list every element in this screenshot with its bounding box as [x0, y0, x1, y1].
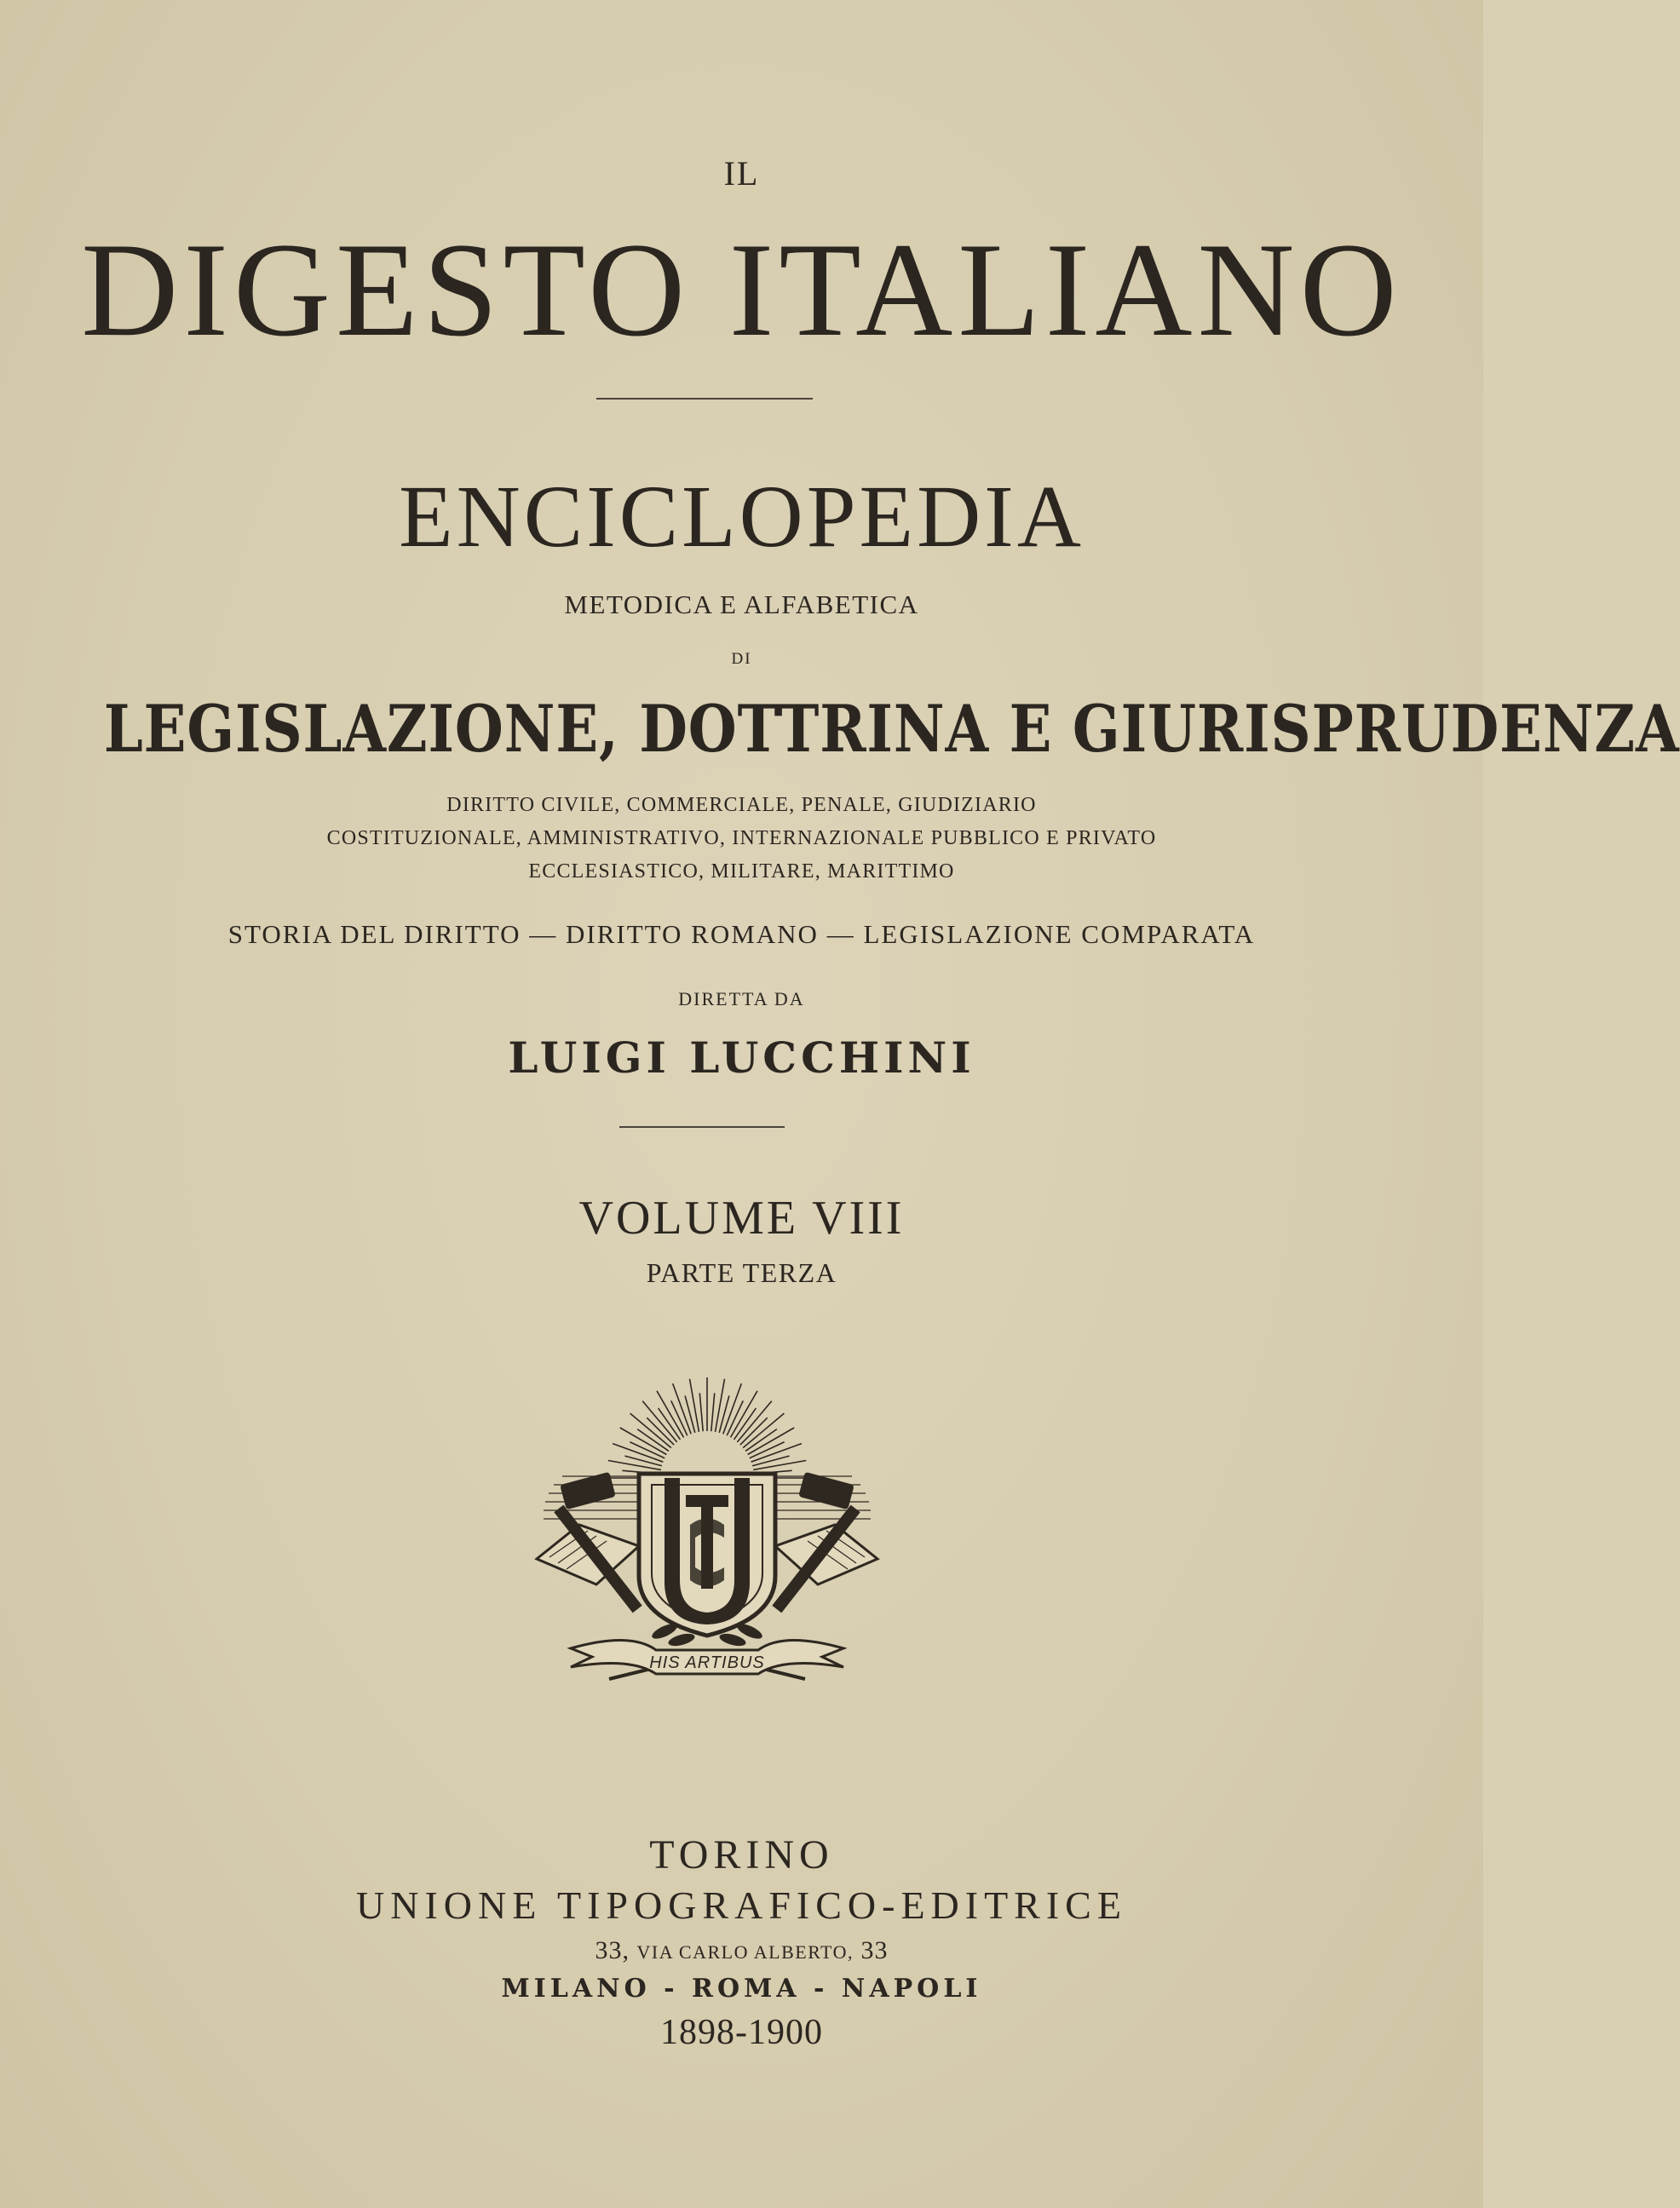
subject-heading: LEGISLAZIONE, DOTTRINA E GIURISPRUDENZA	[103, 691, 1680, 767]
divider-rule	[596, 398, 813, 400]
main-title: DIGESTO ITALIANO	[81, 216, 1402, 365]
address-number: 33,	[595, 1936, 630, 1964]
topics-line: ECCLESIASTICO, MILITARE, MARITTIMO	[528, 860, 955, 883]
volume-part: PARTE TERZA	[646, 1257, 837, 1288]
directed-by-label: DIRETTA DA	[678, 988, 805, 1009]
imprint-publisher: UNIONE TIPOGRAFICO-EDITRICE	[356, 1883, 1127, 1927]
subtitle-line2: METODICA E ALFABETICA	[564, 589, 919, 619]
imprint-city: TORINO	[649, 1832, 834, 1877]
pre-title: IL	[723, 154, 760, 193]
imprint-address	[0, 1936, 1483, 1965]
divider-rule	[619, 1126, 785, 1128]
publisher-emblem-icon	[528, 1376, 886, 1699]
imprint-years: 1898-1900	[660, 2013, 823, 2052]
history-line: STORIA DEL DIRITTO — DIRITTO ROMANO — LEGISLAZIONE COMPARATA	[227, 919, 1256, 949]
topics-line: COSTITUZIONALE, AMMINISTRATIVO, INTERNAZIONALE PUBBLICO E PRIVATO	[326, 827, 1157, 849]
topics-line: DIRITTO CIVILE, COMMERCIALE, PENALE, GIUDIZIARIO	[446, 794, 1037, 816]
subtitle: ENCICLOPEDIA	[399, 468, 1085, 566]
imprint-branches: MILANO - ROMA - NAPOLI	[501, 1974, 982, 2004]
editor-name: LUIGI LUCCHINI	[508, 1032, 975, 1083]
conjunction: DI	[731, 650, 752, 668]
address-street: VIA CARLO ALBERTO,	[636, 1941, 854, 1963]
volume-number: VOLUME VIII	[578, 1192, 905, 1245]
emblem-motto: HIS ARTIBUS	[649, 1653, 765, 1672]
address-number: 33	[860, 1936, 889, 1964]
